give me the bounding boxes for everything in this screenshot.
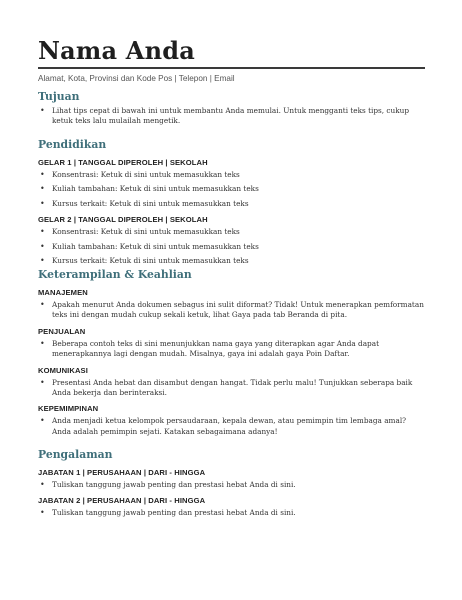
list-item[interactable] bbox=[38, 300, 426, 321]
bullet-icon: • bbox=[40, 170, 45, 179]
list-item[interactable] bbox=[38, 170, 426, 180]
tujuan-list bbox=[38, 106, 426, 127]
bullet-icon: • bbox=[40, 480, 45, 489]
bullet-icon: • bbox=[40, 106, 45, 115]
section-title-keterampilan[interactable]: Keterampilan & Keahlian bbox=[38, 268, 192, 281]
degree-1-list bbox=[38, 170, 426, 209]
bullet-icon: • bbox=[40, 256, 45, 266]
list-item[interactable] bbox=[38, 508, 426, 518]
resume-name[interactable]: Nama Anda bbox=[38, 36, 195, 65]
list-item-text: Beberapa contoh teks di sini menunjukkan nama gaya yang diterapkan agar Anda dapat menerapkannya lagi dengan mudah. Misalnya, gaya ini adalah gaya Poin Daftar. bbox=[52, 338, 380, 359]
list-item[interactable] bbox=[38, 416, 426, 437]
job-1-list bbox=[38, 480, 426, 490]
contact-line[interactable]: Alamat, Kota, Provinsi dan Kode Pos | Telepon | Email bbox=[38, 74, 235, 83]
skill-manajemen-list bbox=[38, 300, 426, 321]
list-item[interactable] bbox=[38, 199, 426, 209]
job-heading-2[interactable]: JABATAN 2 | PERUSAHAAN | DARI - HINGGA bbox=[38, 496, 206, 506]
list-item-text: Presentasi Anda hebat dan disambut dengan hangat. Tidak perlu malu! Tunjukkan seberapa baik Anda bekerja dan berinteraksi. bbox=[52, 377, 413, 398]
list-item[interactable] bbox=[38, 339, 426, 360]
list-item[interactable] bbox=[38, 242, 426, 252]
list-item-text: Kursus terkait: Ketuk di sini untuk memasukkan teks bbox=[52, 256, 249, 266]
section-pendidikan bbox=[38, 138, 426, 266]
section-title-pendidikan[interactable]: Pendidikan bbox=[38, 138, 107, 151]
list-item-text: Kuliah tambahan: Ketuk di sini untuk memasukkan teks bbox=[52, 241, 259, 251]
section-title-tujuan[interactable]: Tujuan bbox=[38, 90, 80, 103]
degree-heading-2[interactable]: GELAR 2 | TANGGAL DIPEROLEH | SEKOLAH bbox=[38, 215, 208, 225]
list-item-text: Tuliskan tanggung jawab penting dan prestasi hebat Anda di sini. bbox=[52, 480, 296, 489]
list-item-text: Kuliah tambahan: Ketuk di sini untuk memasukkan teks bbox=[52, 184, 259, 194]
list-item-text: Lihat tips cepat di bawah ini untuk membantu Anda memulai. Untuk mengganti teks tips, cukup ketuk teks lalu mulailah mengetik. bbox=[52, 106, 410, 126]
list-item[interactable] bbox=[38, 378, 426, 399]
skill-kepemimpinan-list bbox=[38, 416, 426, 437]
bullet-icon: • bbox=[40, 227, 45, 237]
list-item-text: Konsentrasi: Ketuk di sini untuk memasukkan teks bbox=[52, 170, 240, 179]
bullet-icon: • bbox=[40, 300, 45, 309]
skill-komunikasi-list bbox=[38, 378, 426, 399]
list-item-text: Konsentrasi: Ketuk di sini untuk memasukkan teks bbox=[52, 227, 240, 237]
list-item[interactable] bbox=[38, 184, 426, 194]
list-item-text: Tuliskan tanggung jawab penting dan prestasi hebat Anda di sini. bbox=[52, 508, 296, 518]
bullet-icon: • bbox=[40, 338, 45, 348]
job-heading-1[interactable]: JABATAN 1 | PERUSAHAAN | DARI - HINGGA bbox=[38, 468, 206, 477]
skill-heading-penjualan[interactable]: PENJUALAN bbox=[38, 326, 86, 336]
bullet-icon: • bbox=[40, 184, 45, 194]
bullet-icon: • bbox=[40, 416, 45, 426]
section-keterampilan bbox=[38, 268, 426, 437]
degree-2-list bbox=[38, 227, 426, 266]
skill-heading-kepemimpinan[interactable]: KEPEMIMPINAN bbox=[38, 404, 99, 414]
resume-header bbox=[38, 38, 426, 83]
bullet-icon: • bbox=[40, 377, 45, 387]
header-divider bbox=[38, 67, 425, 69]
bullet-icon: • bbox=[40, 508, 45, 518]
list-item[interactable] bbox=[38, 227, 426, 237]
section-tujuan bbox=[38, 90, 426, 127]
list-item[interactable] bbox=[38, 480, 426, 490]
list-item[interactable] bbox=[38, 256, 426, 266]
job-2-list bbox=[38, 508, 426, 518]
list-item-text: Anda menjadi ketua kelompok persaudaraan, kepala dewan, atau pemimpin tim lembaga amal? Anda adalah pemimpin sejati. Katakan sebagaimana adanya! bbox=[52, 416, 407, 436]
bullet-icon: • bbox=[40, 241, 45, 251]
section-title-pengalaman[interactable]: Pengalaman bbox=[38, 448, 113, 461]
degree-heading-1[interactable]: GELAR 1 | TANGGAL DIPEROLEH | SEKOLAH bbox=[38, 158, 208, 167]
section-pengalaman bbox=[38, 448, 426, 519]
list-item[interactable] bbox=[38, 106, 426, 127]
list-item-text: Kursus terkait: Ketuk di sini untuk memasukkan teks bbox=[52, 198, 249, 208]
skill-penjualan-list bbox=[38, 339, 426, 360]
skill-heading-komunikasi[interactable]: KOMUNIKASI bbox=[38, 365, 88, 375]
skill-heading-manajemen[interactable]: MANAJEMEN bbox=[38, 288, 88, 297]
bullet-icon: • bbox=[40, 198, 45, 208]
list-item-text: Apakah menurut Anda dokumen sebagus ini sulit diformat? Tidak! Untuk menerapkan pemformatan teks ini dengan mudah cukup sekali ketuk, lihat Gaya pada tab Beranda di pita. bbox=[52, 300, 424, 320]
